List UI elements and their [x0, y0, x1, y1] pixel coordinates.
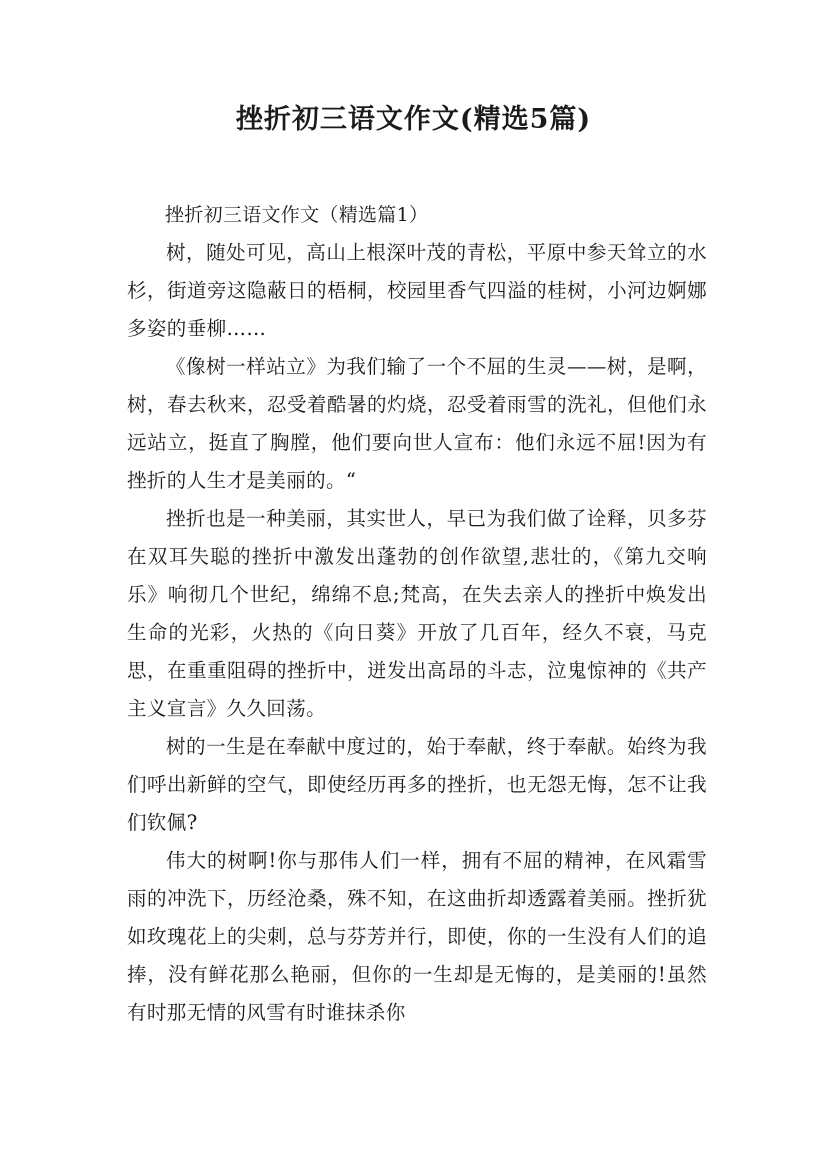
paragraph-5: 伟大的树啊!你与那伟人们一样，拥有不屈的精神，在风霜雪雨的冲洗下，历经沧桑，殊不知，在这曲折却透露着美丽。挫折犹如玫瑰花上的尖刺，总与芬芳并行，即使，你的一生没有人们的追捧，没有鲜花那么艳丽，但你的一生却是无悔的，是美丽的!虽然有时那无情的风雪有时谁抹杀你 — [127, 849, 707, 1024]
paragraph-4: 树的一生是在奉献中度过的，始于奉献，终于奉献。始终为我们呼出新鲜的空气，即使经历再多的挫折，也无怨无悔，怎不让我们钦佩? — [127, 735, 707, 834]
section-heading: 挫折初三语文作文（精选篇1） — [165, 204, 429, 226]
paragraph-3: 挫折也是一种美丽，其实世人，早已为我们做了诠释，贝多芬在双耳失聪的挫折中激发出蓬勃的创作欲望,悲壮的，《第九交响乐》响彻几个世纪，绵绵不息;梵高，在失去亲人的挫折中焕发出生命的光彩，火热的《向日葵》开放了几百年，经久不衰，马克思，在重重阻碍的挫折中，迸发出高昂的斗志，泣鬼惊神的《共产主义宣言》久久回荡。 — [127, 507, 707, 720]
document-body — [127, 196, 707, 1032]
paragraph-2: 《像树一样站立》为我们输了一个不屈的生灵——树，是啊，树，春去秋来，忍受着酷暑的灼烧，忍受着雨雪的洗礼，但他们永远站立，挺直了胸膛，他们要向世人宣布：他们永远不屈!因为有挫折的人生才是美丽的。“ — [127, 355, 707, 492]
paragraph-1: 树，随处可见，高山上根深叶茂的青松，平原中参天耸立的水杉，街道旁这隐蔽日的梧桐，校园里香气四溢的桂树，小河边婀娜多姿的垂柳…… — [127, 241, 707, 340]
document-title: 挫折初三语文作文(精选5篇) — [235, 104, 592, 135]
